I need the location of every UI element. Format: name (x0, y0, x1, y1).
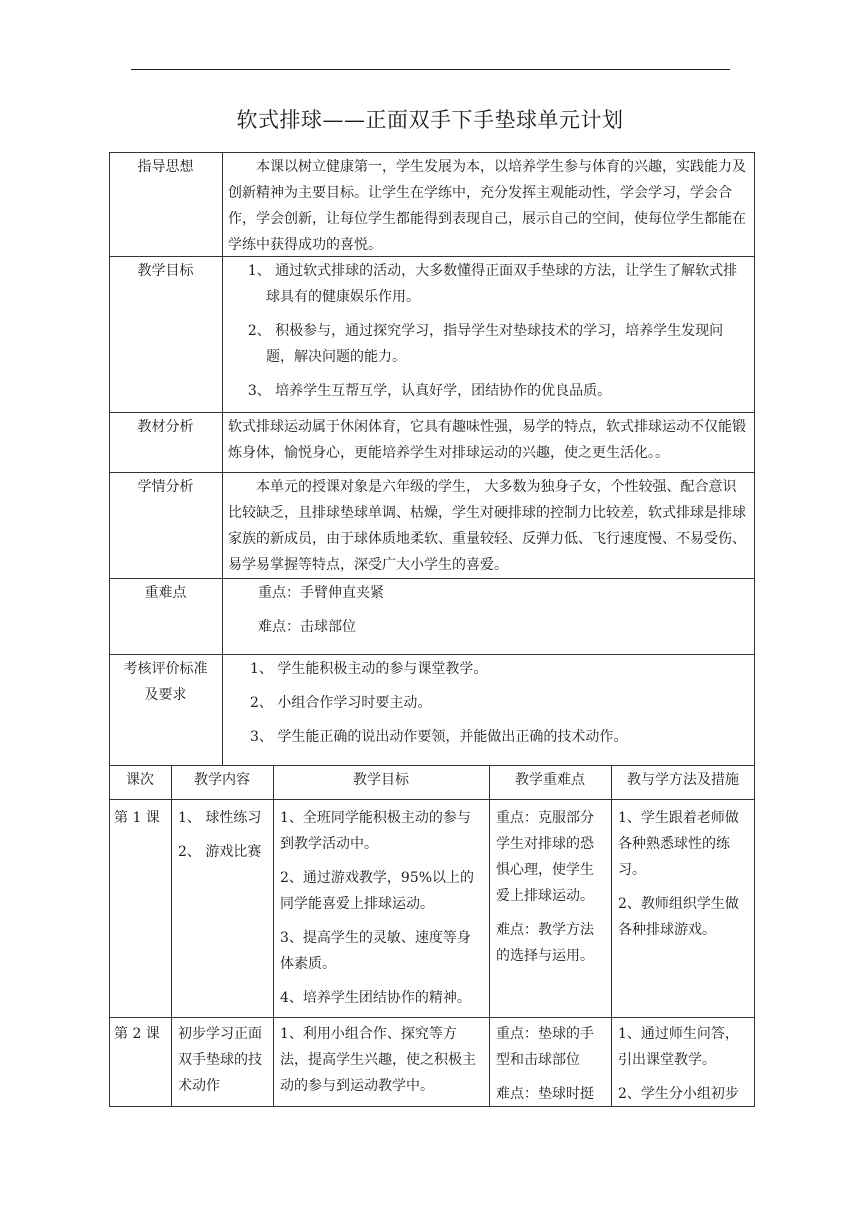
assessment-label-line1: 考核评价标准 (123, 661, 208, 677)
method-item: 1、学生跟着老师做各种熟悉球性的练习。 (618, 810, 739, 878)
header-methods: 教与学方法及措施 (627, 772, 739, 788)
goal-item: 1、利用小组合作、探究等方法，提高学生兴趣，使之积极主动的参与到运动教学中。 (280, 1026, 476, 1094)
lesson-2-number: 第 2 课 (114, 1026, 160, 1042)
content-item: 2、 游戏比赛 (178, 844, 262, 860)
lesson-2-key-points (496, 1021, 606, 1105)
assessment-label-line2: 及要求 (144, 687, 187, 703)
assessment-item: 1、 学生能积极主动的参与课堂教学。 (250, 661, 488, 677)
method-item: 2、教师组织学生做各种排球游戏。 (618, 896, 739, 938)
students-paragraph: 本单元的授课对象是六年级的学生， 大多数为独身子女，个性较强、配合意识比较缺乏，且排球垫球单调、枯燥，学生对硬排球的控制力比较差，软式排球是排球家族的新成员，由于球体质地柔软、重量较轻、反弹力低、飞行速度慢、不易受伤、易学易掌握等特点，深受广大小学生的喜爱。 (228, 479, 746, 573)
lesson-1-number: 第 1 课 (114, 810, 160, 826)
keypoints-text (258, 580, 748, 640)
key-point-item: 难点：教学方法的选择与运用。 (496, 922, 594, 964)
lesson-1-content (178, 805, 270, 865)
assessment-item: 2、 小组合作学习时要主动。 (250, 695, 432, 711)
guiding-text (228, 154, 750, 258)
students-text (228, 474, 750, 578)
lesson-2-goals (280, 1021, 484, 1105)
header-goals: 教学目标 (353, 772, 409, 788)
header-lesson-number: 课次 (126, 772, 154, 788)
goal-item: 4、培养学生团结协作的精神。 (280, 990, 471, 1006)
difficult-point: 难点：击球部位 (258, 619, 356, 635)
guiding-label: 指导思想 (137, 159, 194, 175)
goals-list (238, 258, 750, 404)
goal-item: 1、全班同学能积极主动的参与到教学活动中。 (280, 810, 471, 852)
goals-label: 教学目标 (137, 263, 194, 279)
lesson-1-key-points (496, 805, 606, 969)
header-key-points: 教学重难点 (515, 772, 585, 788)
keypoints-label: 重难点 (144, 585, 187, 601)
method-item: 1、通过师生问答，引出课堂教学。 (618, 1026, 739, 1068)
header-rule (131, 69, 730, 70)
document-title: 软式排球——正面双手下手垫球单元计划 (236, 108, 624, 132)
header-content: 教学内容 (194, 772, 250, 788)
material-label: 教材分析 (137, 419, 194, 435)
goal-item: 2、 积极参与，通过探究学习，指导学生对垫球技术的学习，培养学生发现问题，解决问题的能力。 (247, 323, 724, 365)
lesson-2-methods (618, 1021, 750, 1105)
guiding-paragraph: 本课以树立健康第一，学生发展为本，以培养学生参与体育的兴趣，实践能力及创新精神为主要目标。让学生在学练中，充分发挥主观能动性，学会学习，学会合作，学会创新，让每位学生都能得到表现自己，展示自己的空间，使每位学生都能在学练中获得成功的喜悦。 (228, 159, 746, 253)
students-label: 学情分析 (137, 479, 194, 495)
content-item: 初步学习正面双手垫球的技术动作 (178, 1026, 262, 1094)
assessment-item: 3、 学生能正确的说出动作要领，并能做出正确的技术动作。 (250, 729, 628, 745)
key-point-item: 重点：垫球的手型和击球部位 (496, 1026, 594, 1068)
assessment-label (109, 656, 222, 708)
goal-item: 2、通过游戏教学，95%以上的同学能喜爱上排球运动。 (280, 870, 475, 912)
key-point-item: 难点：垫球时挺 (496, 1086, 594, 1102)
lesson-1-methods (618, 805, 750, 943)
key-point: 重点：手臂伸直夹紧 (258, 585, 384, 601)
method-item: 2、学生分小组初步 (618, 1086, 739, 1102)
lesson-2-content (178, 1021, 266, 1105)
material-text: 软式排球运动属于休闲体育，它具有趣味性强，易学的特点，软式排球运动不仅能锻炼身体，愉悦身心，更能培养学生对排球运动的兴趣，使之更生活化。。 (228, 419, 746, 461)
goal-item: 3、提高学生的灵敏、速度等身体素质。 (280, 930, 471, 972)
lesson-1-goals (280, 805, 484, 1011)
key-point-item: 重点：克服部分学生对排球的恐惧心理，使学生爱上排球运动。 (496, 810, 594, 904)
goal-item: 3、 培养学生互帮互学，认真好学，团结协作的优良品质。 (247, 383, 612, 399)
assessment-list (250, 656, 750, 750)
content-item: 1、 球性练习 (178, 810, 262, 826)
goal-item: 1、 通过软式排球的活动，大多数懂得正面双手垫球的方法，让学生了解软式排球具有的健康娱乐作用。 (247, 263, 738, 305)
